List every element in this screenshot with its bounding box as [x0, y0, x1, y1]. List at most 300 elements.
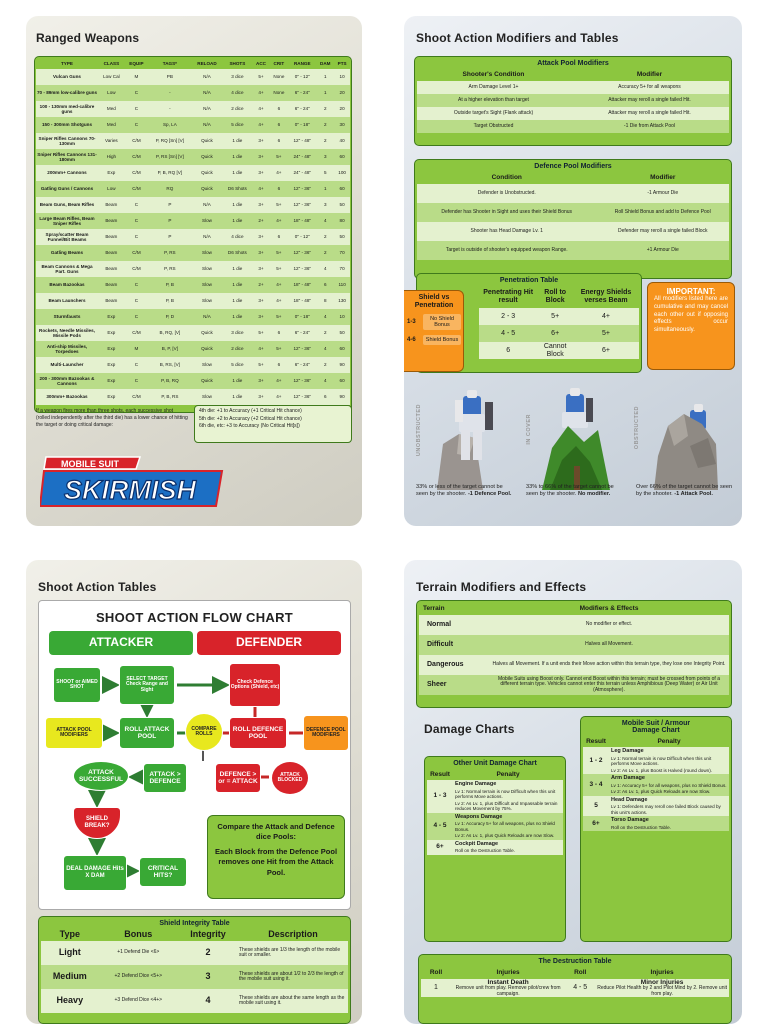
weapon-stat: 3+: [252, 149, 269, 165]
terrain-grid: [419, 603, 729, 695]
weapon-stat: 12" - 36": [288, 245, 316, 261]
weapon-stat: 2 dice: [222, 101, 252, 117]
weapon-stat: 5+: [270, 341, 289, 357]
shield-integrity-rows: [41, 941, 348, 1013]
weapon-stat: 110: [334, 277, 350, 293]
attacker-header: ATTACKER: [49, 631, 193, 655]
penetration-cell: 5+: [537, 308, 573, 325]
flow-chart-card: [26, 560, 362, 1024]
col-header: Modifier: [597, 172, 730, 184]
weapon-stat: 4+: [252, 101, 269, 117]
weapon-stat: 5: [316, 165, 334, 181]
weapon-stat: 50: [334, 229, 350, 245]
shield-integrity-title: Shield Integrity Table: [159, 920, 230, 927]
weapon-stat: Quick: [192, 373, 223, 389]
weapon-stat: B, RQ, [V]: [148, 325, 191, 341]
shield-pen-row: [404, 335, 461, 345]
attack-pool-rows: [417, 81, 729, 133]
shoot-node: SHOOT or AIMED SHOT: [53, 667, 101, 703]
condition-cell: Shooter has Head Damage Lv. 1: [417, 222, 597, 241]
injury-text: Remove unit from play. Remove pilot/crew from campaign.: [455, 985, 561, 997]
shield-cell: These shields are 1/3 the length of the mobile suit or smaller.: [238, 941, 348, 965]
shield-cell: 3: [178, 965, 238, 989]
weapon-stat: P, D: [148, 309, 191, 325]
weapon-stat: 2: [316, 357, 334, 373]
weapon-stat: 3+: [252, 293, 269, 309]
weapon-type: 100 - 130mm med-calibre guns: [36, 101, 98, 117]
condition-cell: Target Obstructed: [417, 120, 570, 133]
modifier-cell: Defender may reroll a single failed Block: [597, 222, 730, 241]
col-header: Result: [583, 736, 609, 747]
weapon-stat: Low: [98, 85, 125, 101]
weapon-stat: 6: [270, 117, 289, 133]
critical-hits-node: CRITICAL HITS?: [139, 857, 187, 887]
figure-label: IN COVER: [526, 414, 532, 445]
column-header: ACC: [252, 58, 269, 69]
damage-row: [583, 774, 729, 796]
weapon-stat: 4+: [270, 277, 289, 293]
shield-cell: +3 Defend Dice <4+>: [99, 989, 178, 1013]
destruction-grid: [421, 967, 729, 997]
weapon-stat: C: [125, 309, 148, 325]
shield-cell: These shields are about 1/2 to 2/3 the length of the mobile suit using it.: [238, 965, 348, 989]
attack-pool-table: [414, 56, 732, 146]
compare-note: Compare the Attack and Defence dice Pools:: [217, 822, 335, 842]
weapon-type: Rockets, Needle Missiles, Missile Pods: [36, 325, 98, 341]
weapon-stat: 10: [334, 69, 350, 85]
weapon-stat: 3+: [252, 229, 269, 245]
penetration-cell: 5+: [573, 325, 639, 342]
defence-pool-modifiers-node: DEFENCE POOL MODIFIERS: [303, 715, 349, 751]
weapon-stat: 6: [270, 133, 289, 149]
damage-row: [583, 816, 729, 831]
weapon-stat: P, B, RS: [148, 389, 191, 405]
weapon-stat: 5+: [270, 149, 289, 165]
weapon-row: [36, 85, 350, 101]
check-defence-node: Check Defence Options (Shield, etc): [229, 663, 281, 707]
column-header: PTS: [334, 58, 350, 69]
col-header: Injuries: [595, 967, 729, 979]
shield-integrity-grid: [41, 929, 348, 1013]
condition-cell: Normal: [419, 615, 489, 635]
weapon-stat: C/M: [125, 245, 148, 261]
defender-header: DEFENDER: [197, 631, 341, 655]
important-text: All modifiers listed here are cumulative and may cancel each other out if opposing effects occur simultaneously.: [654, 296, 728, 334]
weapon-stat: 24" - 48": [288, 149, 316, 165]
weapon-stat: 1 die: [222, 293, 252, 309]
table-row: [417, 120, 729, 133]
weapon-stat: 5+: [270, 261, 289, 277]
weapon-type: Multi-Launcher: [36, 357, 98, 373]
modifier-cell: Halves all Movement.: [489, 635, 729, 655]
weapon-stat: 4: [316, 373, 334, 389]
weapon-stat: 1: [316, 85, 334, 101]
weapon-stat: 3 dice: [222, 325, 252, 341]
defence-pool-rows: [417, 184, 729, 260]
terrain-table: [416, 600, 732, 708]
weapon-stat: Slow: [192, 277, 223, 293]
weapon-stat: 4+: [270, 293, 289, 309]
weapon-stat: 6: [316, 277, 334, 293]
attack-successful-node: ATTACK SUCCESSFUL: [73, 761, 129, 791]
damage-level: Lv 2: As Lv. 1, plus Quick Reloads are now Slow.: [455, 833, 555, 839]
weapon-stat: 3+: [252, 245, 269, 261]
column-header: RANGE: [288, 58, 316, 69]
extra-shot-line: 4th die: +1 to Accuracy (+1 Critical Hit chance): [199, 408, 302, 414]
penetration-cell: 4+: [573, 308, 639, 325]
col-header: Modifier: [570, 69, 729, 81]
mech-rock-image: [429, 386, 503, 491]
weapon-stat: Beam: [98, 261, 125, 277]
damage-level: Lv 1: Normal terrain is now Difficult when this unit performs Move actions.: [611, 755, 712, 767]
weapon-stat: 4+: [252, 117, 269, 133]
table-row: [417, 81, 729, 94]
damage-level: Lv 1: Defenders may reroll one failed Block caused by this unit's actions.: [611, 804, 721, 815]
shield-cell: Medium: [41, 965, 99, 989]
shield-cell: +1 Defend Die <6>: [99, 941, 178, 965]
weapon-stat: Beam: [98, 293, 125, 309]
logo-main-text: SKIRMISH: [63, 475, 197, 505]
attack-pool-title: Attack Pool Modifiers: [537, 60, 609, 67]
damage-result: 1 - 2: [583, 747, 609, 774]
shield-integrity-table: [38, 916, 351, 1024]
weapon-row: [36, 69, 350, 85]
caption-effect: -1 Attack Pool.: [674, 491, 713, 498]
weapon-stat: 18" - 48": [288, 277, 316, 293]
weapon-stat: Beam: [98, 229, 125, 245]
penetration-row: [479, 342, 639, 359]
weapon-stat: 30: [334, 117, 350, 133]
injury-name: Minor Injuries: [640, 979, 684, 986]
weapon-stat: C/M: [125, 389, 148, 405]
weapon-stat: 2+: [252, 213, 269, 229]
weapon-stat: C: [125, 373, 148, 389]
weapon-stat: 2: [316, 117, 334, 133]
weapon-stat: N/A: [192, 85, 223, 101]
damage-row: [427, 780, 563, 813]
weapon-type: Beam Cannons & Mega Part. Guns: [36, 261, 98, 277]
penetration-grid: [479, 286, 639, 359]
weapon-stat: Sp, LA: [148, 117, 191, 133]
column-header: TAGS*: [148, 58, 191, 69]
weapon-stat: C/M: [125, 181, 148, 197]
weapon-stat: 2+: [252, 277, 269, 293]
weapon-row: [36, 357, 350, 373]
shield-pen-result: No Shield Bonus: [423, 314, 461, 330]
weapon-stat: 3+: [252, 309, 269, 325]
weapon-row: [36, 325, 350, 341]
damage-level: Lv 2: As Lv. 1, plus Difficult and Impassable terrain reduces Movement by 75%.: [455, 800, 558, 812]
col-header: Roll: [565, 967, 595, 979]
col-header: Shooter's Condition: [417, 69, 570, 81]
weapon-stat: 20: [334, 85, 350, 101]
weapon-stat: 0" - 18": [288, 309, 316, 325]
mech-tree-image: [540, 386, 612, 491]
weapon-stat: 4 dice: [222, 85, 252, 101]
weapon-stat: 1 die: [222, 149, 252, 165]
in-cover-caption: [526, 484, 626, 499]
condition-cell: Defender has Shooter in Sight and uses their Shield Bonus: [417, 203, 597, 222]
weapon-stat: 70: [334, 245, 350, 261]
weapon-type: Anti-ship Missiles, Torpedoes: [36, 341, 98, 357]
col-header: Penalty: [609, 736, 729, 747]
weapon-type: Gatling Beams: [36, 245, 98, 261]
weapons-table: [36, 58, 350, 405]
condition-cell: Dangerous: [419, 655, 489, 675]
penetration-rows: [479, 308, 639, 359]
table-row: [419, 655, 729, 675]
shield-vs-penetration-box: [404, 290, 464, 372]
weapon-stat: 5+: [252, 325, 269, 341]
ms-damage-rows: [583, 747, 729, 831]
damage-charts-title: Damage Charts: [424, 722, 515, 736]
ms-damage-grid: [583, 736, 729, 831]
shield-row: [41, 941, 348, 965]
shield-cell: Light: [41, 941, 99, 965]
weapon-stat: C/M: [125, 149, 148, 165]
shield-pen-roll: 1-3: [407, 319, 416, 326]
column-header: RELOAD: [192, 58, 223, 69]
weapon-stat: Slow: [192, 261, 223, 277]
penetration-title: Penetration Table: [499, 277, 559, 284]
weapon-stat: Low: [98, 181, 125, 197]
weapon-stat: P, B, RQ: [148, 373, 191, 389]
weapon-stat: N/A: [192, 117, 223, 133]
weapon-stat: B, P, [V]: [148, 341, 191, 357]
weapon-stat: 3 dice: [222, 69, 252, 85]
shield-cell: +2 Defend Dice <5+>: [99, 965, 178, 989]
weapon-stat: 5+: [252, 357, 269, 373]
caption-effect: -1 Defence Pool.: [467, 491, 512, 498]
obstructed-caption: [636, 484, 736, 499]
weapon-stat: M: [125, 69, 148, 85]
attack-gt-defence-node: ATTACK > DEFENCE: [143, 763, 187, 793]
weapon-type: Spray/scatter Beam Funnel/Bit Beams: [36, 229, 98, 245]
weapon-stat: 1 die: [222, 165, 252, 181]
weapon-row: [36, 101, 350, 117]
roll-defence-pool-node: ROLL DEFENCE POOL: [229, 717, 287, 749]
weapon-stat: 5 dice: [222, 357, 252, 373]
table-row: [417, 107, 729, 120]
weapon-stat: Med: [98, 117, 125, 133]
weapon-type: Sturmfausts: [36, 309, 98, 325]
important-title: IMPORTANT:: [666, 287, 716, 296]
weapon-row: [36, 117, 350, 133]
damage-result: 3 - 4: [583, 774, 609, 796]
terrain-title: Terrain Modifiers and Effects: [416, 580, 587, 594]
weapon-stat: 2: [316, 245, 334, 261]
weapon-type: 200mm+ Cannons: [36, 165, 98, 181]
weapon-stat: P, B: [148, 277, 191, 293]
col-header: Description: [238, 929, 348, 941]
weapon-row: [36, 293, 350, 309]
column-header: DAM: [316, 58, 334, 69]
modifier-cell: Halves all Movement. If a unit ends their Move action within this terrain type, they lose one Integrity Point.: [489, 655, 729, 675]
terrain-damage-card: [404, 560, 742, 1024]
weapon-row: [36, 277, 350, 293]
destruction-table: [418, 954, 732, 1024]
weapon-stat: N/A: [192, 101, 223, 117]
condition-cell: Defender is Unobstructed.: [417, 184, 597, 203]
table-row: [419, 675, 729, 695]
weapon-stat: P, RS [Sn] [V]: [148, 149, 191, 165]
weapon-stat: 90: [334, 389, 350, 405]
damage-level: Lv 1: Accuracy 5+ for all weapons, plus no Shield Bonus.: [611, 782, 727, 788]
weapon-type: Sniper Rifles Cannons 70-130mm: [36, 133, 98, 149]
weapon-type: 70 - 89mm low-calibre guns: [36, 85, 98, 101]
condition-cell: Arm Damage Level 1+: [417, 81, 570, 94]
skirmish-logo: [40, 454, 224, 510]
modifier-cell: No modifier or effect.: [489, 615, 729, 635]
weapon-stat: 50: [334, 197, 350, 213]
extra-shots-note: If a weapon fires more than three shots, each successive shot (rolled independently after the third die) has a lower chance of hitting the target or doing critical damage:: [36, 408, 188, 428]
weapon-row: [36, 213, 350, 229]
damage-result: 4 - 5: [427, 813, 453, 840]
weapon-stat: 6: [270, 357, 289, 373]
shield-pen-result: Shield Bonus: [423, 335, 461, 345]
weapon-stat: 12" - 36": [288, 181, 316, 197]
damage-level: Lv 2: As Lv. 1, plus Boost is Halved (round down).: [611, 767, 713, 773]
weapon-stat: 6" - 24": [288, 101, 316, 117]
weapon-stat: Slow: [192, 293, 223, 309]
weapon-stat: 4+: [252, 85, 269, 101]
damage-heading: Leg Damage: [611, 748, 644, 754]
defence-ge-attack-node: DEFENCE > or = ATTACK: [215, 763, 261, 793]
weapon-stat: N/A: [192, 229, 223, 245]
weapon-stat: Slow: [192, 245, 223, 261]
damage-heading: Cockpit Damage: [455, 840, 499, 847]
column-header: SHOTS: [222, 58, 252, 69]
weapon-stat: Exp: [98, 389, 125, 405]
weapon-stat: 2 dice: [222, 341, 252, 357]
weapon-stat: 2: [316, 229, 334, 245]
weapon-stat: 50: [334, 325, 350, 341]
weapon-stat: 3+: [252, 165, 269, 181]
weapon-stat: N/A: [192, 309, 223, 325]
damage-level: Lv 1: Accuracy 5+ for all weapons, plus no Shield Bonus.: [455, 821, 555, 832]
weapon-stat: 1 die: [222, 133, 252, 149]
weapon-stat: 3+: [252, 389, 269, 405]
weapon-stat: -: [148, 85, 191, 101]
shoot-modifiers-title: Shoot Action Modifiers and Tables: [416, 31, 619, 45]
weapon-stat: 5+: [270, 197, 289, 213]
weapon-stat: Quick: [192, 133, 223, 149]
weapon-stat: 1 die: [222, 389, 252, 405]
damage-row: [583, 747, 729, 774]
weapon-stat: Quick: [192, 181, 223, 197]
weapon-stat: P: [148, 213, 191, 229]
weapon-type: Vulcan Guns: [36, 69, 98, 85]
weapon-stat: 6" - 24": [288, 357, 316, 373]
damage-heading: Weapons Damage: [455, 813, 503, 820]
weapon-stat: 6: [270, 181, 289, 197]
modifier-cell: Mobile Suits using Boost only. Cannot end Boost within this terrain; must be crossed from points of a different terrain type. Vehicles cannot enter this terrain unless Amphibious (Deep Water) or Air Unit (Atmosphere).: [489, 675, 729, 695]
extra-shot-line: 6th die, etc: +3 to Accuracy (No Critical Hit[s]): [199, 423, 300, 429]
flow-card-title: Shoot Action Tables: [38, 580, 157, 594]
modifier-cell: -1 Armour Die: [597, 184, 730, 203]
weapon-row: [36, 389, 350, 405]
col-header: Penalty: [453, 769, 563, 780]
condition-cell: Sheer: [419, 675, 489, 695]
other-damage-grid: [427, 769, 563, 855]
weapon-stat: 60: [334, 181, 350, 197]
figure-label: UNOBSTRUCTED: [416, 404, 422, 457]
damage-result: 5: [583, 796, 609, 817]
mobile-suit-damage-chart: [580, 716, 732, 942]
penetration-cell: 6: [479, 342, 537, 359]
damage-heading: Arm Damage: [611, 775, 645, 782]
col-header: Bonus: [99, 929, 178, 941]
destruction-injury: [595, 979, 729, 997]
col-header: Penetrating Hit result: [479, 286, 537, 308]
other-damage-rows: [427, 780, 563, 855]
weapon-stat: 1 die: [222, 277, 252, 293]
defence-pool-title: Defence Pool Modifiers: [534, 163, 612, 170]
compare-note-2: Each Block from the Defence Pool removes one Hit from the Attack Pool.: [214, 847, 338, 877]
penetration-cell: 6+: [537, 325, 573, 342]
shield-cell: 4: [178, 989, 238, 1013]
condition-cell: Difficult: [419, 635, 489, 655]
weapon-stat: 3: [316, 149, 334, 165]
shield-cell: 2: [178, 941, 238, 965]
weapon-stat: C: [125, 357, 148, 373]
weapon-stat: 12" - 36": [288, 389, 316, 405]
column-header: TYPE: [36, 58, 98, 69]
weapon-stat: 4+: [270, 373, 289, 389]
weapon-row: [36, 229, 350, 245]
column-header: CLASS: [98, 58, 125, 69]
destruction-roll: 4 - 5: [565, 979, 595, 997]
damage-penalty: [453, 813, 563, 840]
weapon-stat: Beam: [98, 197, 125, 213]
damage-level: Roll on the Destruction Table.: [611, 824, 671, 830]
logo-top-text: MOBILE SUIT: [61, 459, 119, 469]
col-header: Result: [427, 769, 453, 780]
weapon-stat: Beam: [98, 277, 125, 293]
weapon-stat: 3: [316, 197, 334, 213]
weapon-stat: 60: [334, 341, 350, 357]
weapon-stat: RQ: [148, 181, 191, 197]
shield-cell: These shields are about the same length as the mobile suit using it.: [238, 989, 348, 1013]
ms-damage-title: Mobile Suit / Armour Damage Chart: [621, 720, 691, 734]
weapon-row: [36, 197, 350, 213]
weapon-type: 200 - 300mm Bazookas & Cannons: [36, 373, 98, 389]
weapon-stat: 2: [316, 101, 334, 117]
damage-level: Lv 2: As Lv. 1, plus Quick Reloads are now Slow.: [611, 789, 711, 795]
weapon-stat: 4: [316, 341, 334, 357]
weapon-stat: Beam: [98, 245, 125, 261]
weapon-stat: 6: [270, 229, 289, 245]
table-row: [419, 615, 729, 635]
col-header: Condition: [417, 172, 597, 184]
damage-heading: Torso Damage: [611, 817, 649, 824]
important-box: [647, 282, 735, 370]
condition-cell: At a higher elevation than target: [417, 94, 570, 107]
shield-pen-row: [404, 314, 461, 330]
damage-level: Roll on the Destruction Table.: [455, 848, 515, 854]
weapon-stat: 6: [316, 389, 334, 405]
weapon-stat: C: [125, 293, 148, 309]
weapon-stat: D6 Shots: [222, 245, 252, 261]
weapon-stat: 4+: [252, 181, 269, 197]
weapon-stat: 100: [334, 165, 350, 181]
weapon-stat: 20: [334, 101, 350, 117]
condition-cell: Target is outside of shooter's equipped weapon Range.: [417, 241, 597, 260]
weapon-stat: -: [148, 101, 191, 117]
damage-result: 1 - 3: [427, 780, 453, 813]
damage-result: 6+: [583, 816, 609, 831]
weapon-stat: N/A: [192, 69, 223, 85]
